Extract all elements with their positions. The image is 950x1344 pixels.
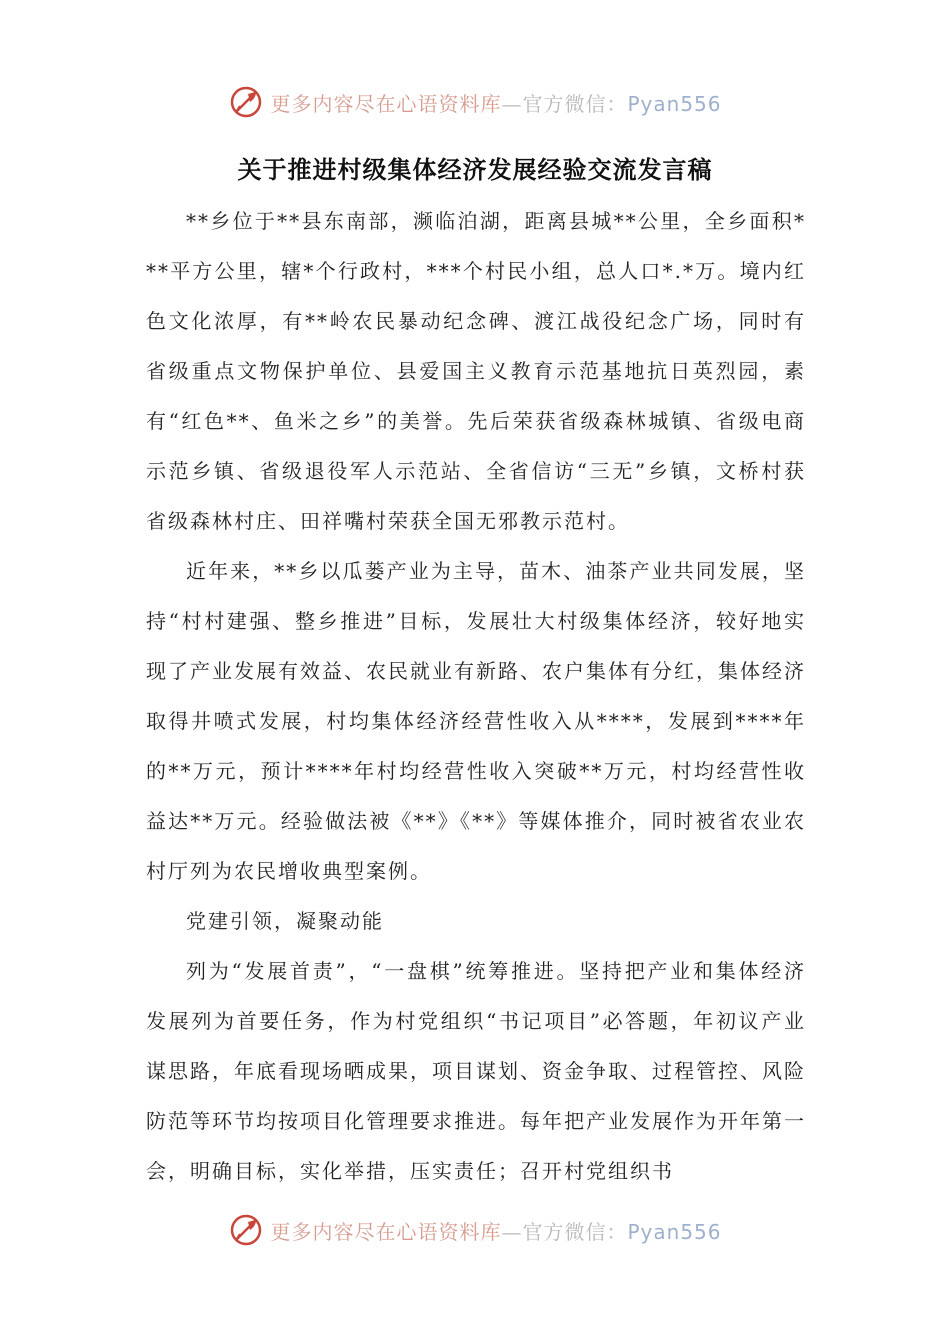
watermark-dash: — bbox=[501, 91, 523, 116]
watermark-sub: 官方微信： bbox=[522, 1219, 628, 1244]
watermark-dash: — bbox=[501, 1219, 523, 1244]
quill-logo-icon bbox=[228, 1212, 264, 1248]
watermark-main: 更多内容尽在心语资料库 bbox=[270, 91, 502, 116]
document-title: 关于推进村级集体经济发展经验交流发言稿 bbox=[237, 156, 713, 184]
watermark-header bbox=[0, 80, 950, 124]
quill-logo-icon bbox=[228, 84, 264, 120]
watermark-sub: 官方微信： bbox=[522, 91, 628, 116]
watermark-text bbox=[270, 88, 721, 117]
watermark-text bbox=[270, 1216, 721, 1245]
watermark-footer bbox=[0, 1208, 950, 1252]
watermark-id: Pyan556 bbox=[627, 1219, 722, 1244]
paragraph-first-responsibility: 列为“发展首责”，“一盘棋”统筹推进。坚持把产业和集体经济发展列为首要任务，作为村党组织“书记项目”必答题，年初议产业谋思路，年底看现场晒成果，项目谋划、资金争取、过程管控、风险防范等环节均按项目化管理要求推进。每年把产业发展作为开年第一会，明确目标，实化举措，压实责任；召开村党组织书 bbox=[146, 959, 806, 1183]
watermark-id: Pyan556 bbox=[627, 91, 722, 116]
watermark-main: 更多内容尽在心语资料库 bbox=[270, 1219, 502, 1244]
paragraph-recent-years: 近年来，**乡以瓜蒌产业为主导，苗木、油茶产业共同发展，坚持“村村建强、整乡推进”目标，发展壮大村级集体经济，较好地实现了产业发展有效益、农民就业有新路、农户集体有分红，集体经济取得井喷式发展，村均集体经济经营性收入从****，发展到****年的**万元，预计****年村均经营性收入突破**万元，村均经营性收益达**万元。经验做法被《**》《**》等媒体推介，同时被省农业农村厅列为农民增收典型案例。 bbox=[146, 559, 806, 883]
document-body bbox=[146, 196, 806, 1196]
paragraph-intro: **乡位于**县东南部，濒临泊湖，距离县城**公里，全乡面积***平方公里，辖*个行政村，***个村民小组，总人口*.*万。境内红色文化浓厚，有**岭农民暴动纪念碑、渡江战役纪念广场，同时有省级重点文物保护单位、县爱国主义教育示范基地抗日英烈园，素有“红色**、鱼米之乡”的美誉。先后荣获省级森林城镇、省级电商示范乡镇、省级退役军人示范站、全省信访“三无”乡镇，文桥村获省级森林村庄、田祥嘴村荣获全国无邪教示范村。 bbox=[146, 209, 806, 533]
section-heading: 党建引领，凝聚动能 bbox=[186, 909, 384, 933]
